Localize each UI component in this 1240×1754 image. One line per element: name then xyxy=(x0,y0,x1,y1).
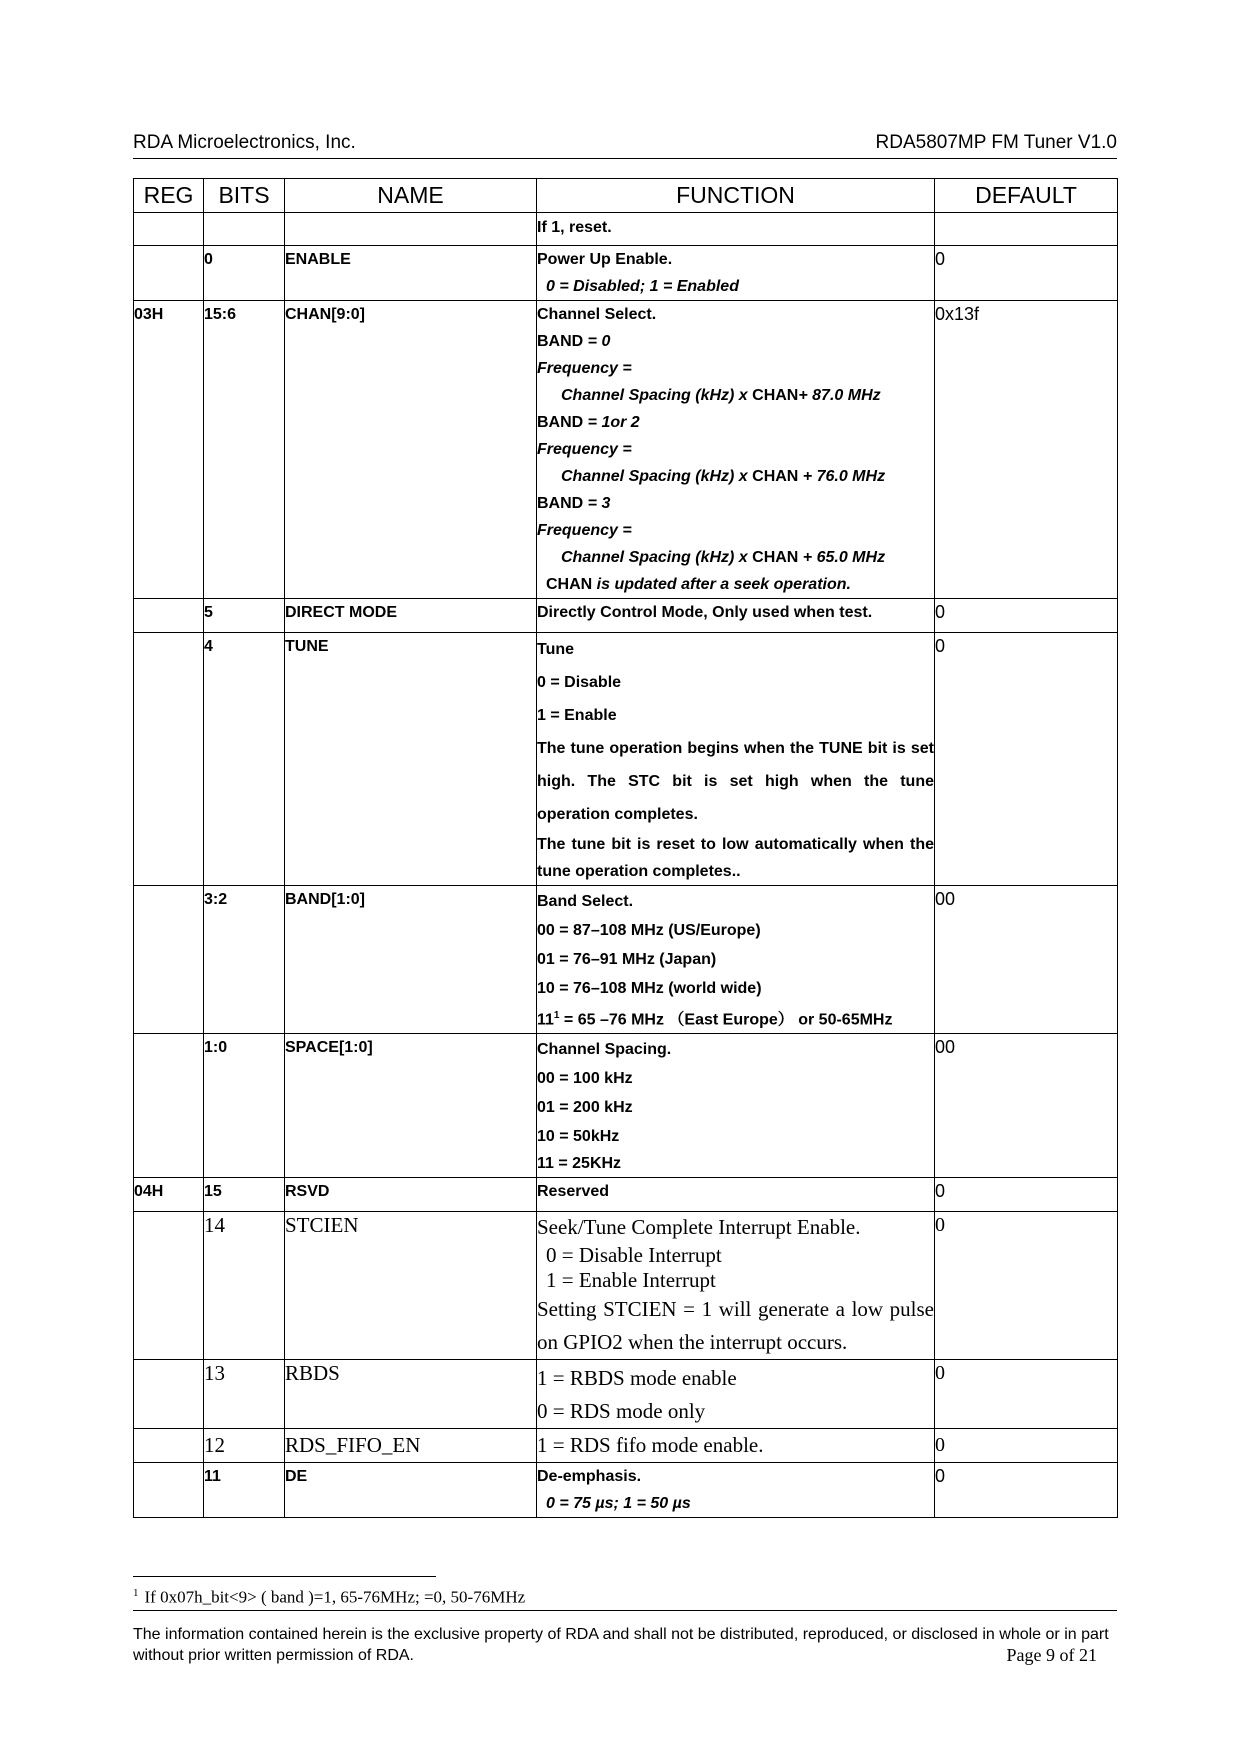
function-line: CHAN is updated after a seek operation. xyxy=(546,576,851,593)
column-header-function: FUNCTION xyxy=(537,179,935,213)
footnote-divider xyxy=(133,1576,436,1577)
footnote-ref: 1 xyxy=(553,1010,560,1021)
reg-cell xyxy=(134,246,204,301)
function-line: 0 = RDS mode only xyxy=(537,1399,706,1424)
column-header-default: DEFAULT xyxy=(935,179,1118,213)
footnote-mark: 1 xyxy=(133,1587,139,1599)
function-line: 1 = RDS fifo mode enable. xyxy=(537,1433,764,1458)
function-line: Channel Spacing (kHz) x CHAN + 76.0 MHz xyxy=(561,468,886,485)
function-line: 10 = 50kHz xyxy=(537,1128,620,1146)
footnote-text: If 0x07h_bit<9> ( band )=1, 65-76MHz; =0, 50-76MHz xyxy=(144,1587,526,1607)
function-line: Band Select. xyxy=(537,893,634,910)
function-line: 0 = Disable Interrupt xyxy=(546,1243,722,1268)
function-line: 01 = 76–91 MHz (Japan) xyxy=(537,951,717,968)
function-line: 0 = Disabled; 1 = Enabled xyxy=(546,278,739,295)
footer-notice: The information contained herein is the exclusive property of RDA and shall not be distributed, reproduced, or disclosed in whole or in part without prior written permission of RDA. xyxy=(133,1626,1109,1664)
bits-cell: 13 xyxy=(204,1360,285,1429)
table-row xyxy=(134,301,1118,599)
reg-cell: 04H xyxy=(134,1178,204,1212)
table-row xyxy=(134,1360,1118,1429)
function-cell xyxy=(537,886,935,1034)
reg-cell xyxy=(134,213,204,246)
bits-cell: 3:2 xyxy=(204,886,285,1034)
function-line: Setting STCIEN = 1 will generate a low pulse on GPIO2 when the interrupt occurs. xyxy=(537,1297,934,1355)
function-line: 1 = RBDS mode enable xyxy=(537,1366,737,1391)
table-row xyxy=(134,1212,1118,1360)
function-cell xyxy=(537,1034,935,1178)
name-cell: ENABLE xyxy=(285,246,537,301)
function-line: 01 = 200 kHz xyxy=(537,1099,633,1117)
table-row xyxy=(134,886,1118,1034)
footer-divider xyxy=(133,1610,1117,1611)
table-row xyxy=(134,1034,1118,1178)
function-cell xyxy=(537,633,935,886)
page-footer xyxy=(133,1624,1117,1666)
function-line: The tune bit is reset to low automatically when the tune operation completes.. xyxy=(537,836,934,880)
page-header xyxy=(133,130,1117,159)
reg-cell xyxy=(134,599,204,633)
default-cell: 0 xyxy=(935,599,1118,633)
default-cell: 0 xyxy=(935,1360,1118,1429)
register-table xyxy=(133,178,1118,1518)
default-cell: 0 xyxy=(935,1463,1118,1518)
function-line: Power Up Enable. xyxy=(537,251,673,268)
function-cell xyxy=(537,1178,935,1212)
table-row xyxy=(134,599,1118,633)
page-number: Page 9 of 21 xyxy=(1006,1645,1097,1665)
default-cell: 0 xyxy=(935,1429,1118,1463)
table-row xyxy=(134,633,1118,886)
function-line: BAND = 0 xyxy=(537,333,611,350)
name-cell: RSVD xyxy=(285,1178,537,1212)
reg-cell xyxy=(134,886,204,1034)
reg-cell xyxy=(134,1463,204,1518)
default-cell: 00 xyxy=(935,886,1118,1034)
reg-cell xyxy=(134,1360,204,1429)
function-line: BAND = 1or 2 xyxy=(537,414,640,431)
product-title: RDA5807MP FM Tuner V1.0 xyxy=(875,132,1117,153)
bits-cell: 15:6 xyxy=(204,301,285,599)
function-cell xyxy=(537,599,935,633)
column-header-reg: REG xyxy=(134,179,204,213)
function-line: $11^1 = 65$ –76 MHz （East Europe） or 50-65MHz xyxy=(537,1010,893,1029)
bits-cell: 14 xyxy=(204,1212,285,1360)
function-line: Channel Spacing (kHz) x CHAN+ 87.0 MHz xyxy=(561,387,881,404)
reg-cell xyxy=(134,1212,204,1360)
function-line: 00 = 100 kHz xyxy=(537,1070,633,1088)
bits-cell: 0 xyxy=(204,246,285,301)
bits-cell xyxy=(204,213,285,246)
reg-cell xyxy=(134,1429,204,1463)
table-row xyxy=(134,1463,1118,1518)
bits-cell: 12 xyxy=(204,1429,285,1463)
table-row xyxy=(134,1429,1118,1463)
default-cell xyxy=(935,213,1118,246)
function-cell xyxy=(537,1360,935,1429)
name-cell: SPACE[1:0] xyxy=(285,1034,537,1178)
function-line: 00 = 87–108 MHz (US/Europe) xyxy=(537,922,761,939)
bits-cell: 15 xyxy=(204,1178,285,1212)
table-row xyxy=(134,246,1118,301)
name-cell: RDS_FIFO_EN xyxy=(285,1429,537,1463)
default-cell: 0x13f xyxy=(935,301,1118,599)
function-cell xyxy=(537,246,935,301)
function-line: 1 = Enable xyxy=(537,707,617,724)
table-header-row xyxy=(134,179,1118,213)
column-header-bits: BITS xyxy=(204,179,285,213)
function-line: Channel Select. xyxy=(537,306,657,323)
function-line: Channel Spacing. xyxy=(537,1041,672,1059)
bits-cell: 11 xyxy=(204,1463,285,1518)
function-line: Tune xyxy=(537,641,575,658)
table-row xyxy=(134,1178,1118,1212)
function-line: 11 = 25KHz xyxy=(537,1155,622,1173)
default-cell: 0 xyxy=(935,246,1118,301)
function-cell xyxy=(537,1429,935,1463)
function-line: Channel Spacing (kHz) x CHAN + 65.0 MHz xyxy=(561,549,886,566)
name-cell: RBDS xyxy=(285,1360,537,1429)
function-line: Frequency = xyxy=(537,360,632,377)
function-line: Directly Control Mode, Only used when test. xyxy=(537,604,873,621)
table-row xyxy=(134,213,1118,246)
default-cell: 0 xyxy=(935,633,1118,886)
company-name: RDA Microelectronics, Inc. xyxy=(133,132,356,153)
function-cell xyxy=(537,1463,935,1518)
name-cell: TUNE xyxy=(285,633,537,886)
function-line: 0 = 75 µs; 1 = 50 µs xyxy=(546,1495,691,1513)
name-cell: BAND[1:0] xyxy=(285,886,537,1034)
function-line: Seek/Tune Complete Interrupt Enable. xyxy=(537,1215,861,1240)
function-line: Reserved xyxy=(537,1183,610,1201)
bits-cell: 1:0 xyxy=(204,1034,285,1178)
bits-cell: 4 xyxy=(204,633,285,886)
reg-cell xyxy=(134,1034,204,1178)
name-cell: CHAN[9:0] xyxy=(285,301,537,599)
default-cell: 0 xyxy=(935,1212,1118,1360)
footnote xyxy=(133,1587,525,1608)
function-line: 0 = Disable xyxy=(537,674,622,691)
function-cell xyxy=(537,301,935,599)
function-line: BAND = 3 xyxy=(537,495,611,512)
reg-cell: 03H xyxy=(134,301,204,599)
function-line: 10 = 76–108 MHz (world wide) xyxy=(537,980,762,997)
name-cell: STCIEN xyxy=(285,1212,537,1360)
bits-cell: 5 xyxy=(204,599,285,633)
function-cell xyxy=(537,213,935,246)
column-header-name: NAME xyxy=(285,179,537,213)
default-cell: 00 xyxy=(935,1034,1118,1178)
function-line: 1 = Enable Interrupt xyxy=(546,1268,716,1293)
name-cell: DIRECT MODE xyxy=(285,599,537,633)
name-cell xyxy=(285,213,537,246)
function-line: If 1, reset. xyxy=(537,219,612,236)
function-line: The tune operation begins when the TUNE bit is set high. The STC bit is set high when the tune operation completes. xyxy=(537,740,934,823)
function-cell xyxy=(537,1212,935,1360)
default-cell: 0 xyxy=(935,1178,1118,1212)
function-line: De-emphasis. xyxy=(537,1468,642,1486)
reg-cell xyxy=(134,633,204,886)
name-cell: DE xyxy=(285,1463,537,1518)
function-line: Frequency = xyxy=(537,522,632,539)
function-line: Frequency = xyxy=(537,441,632,458)
